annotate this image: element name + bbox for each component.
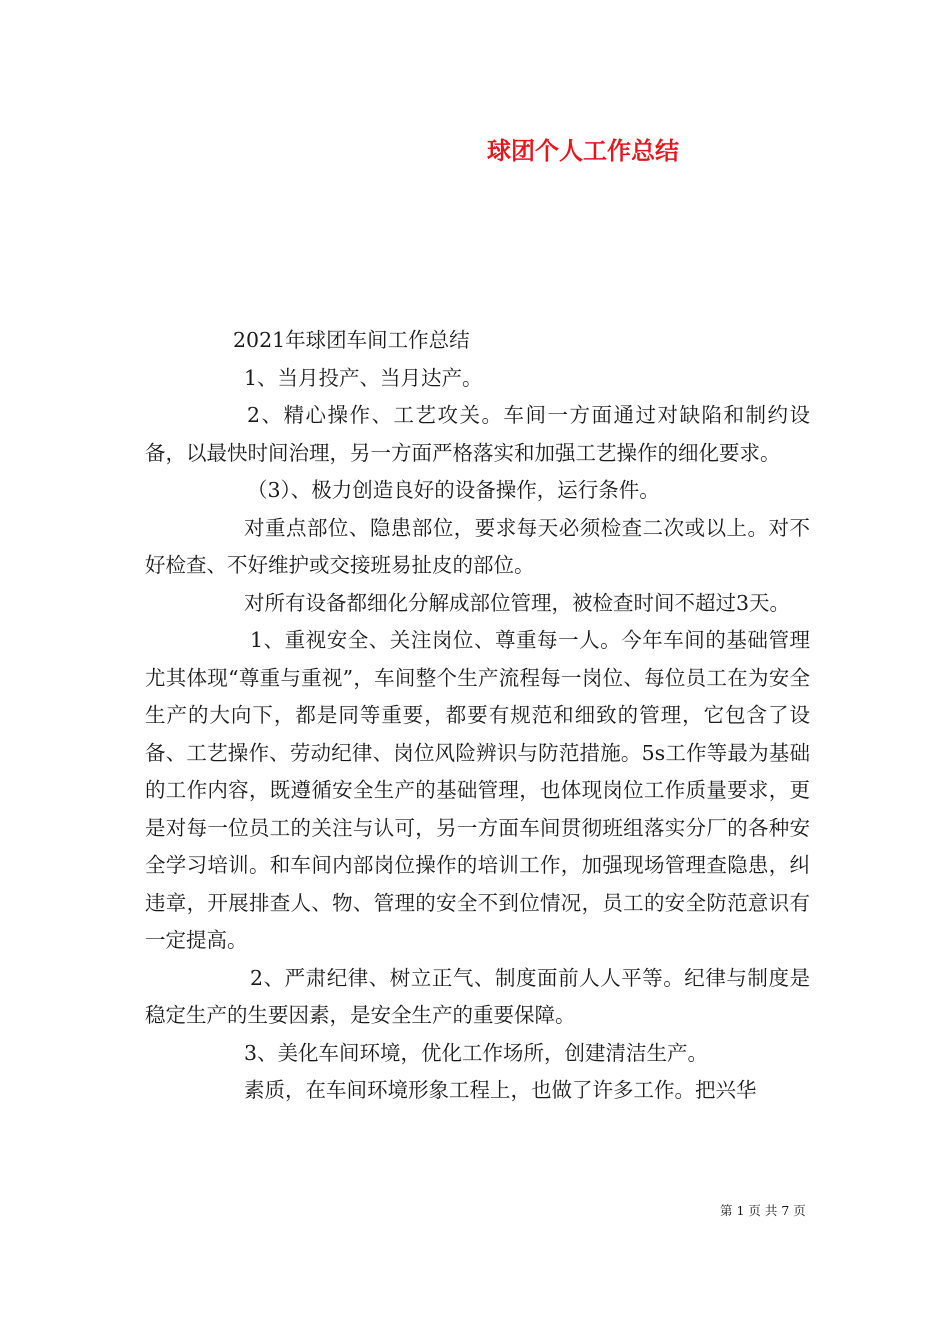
paragraph: （3）、极力创造良好的设备操作，运行条件。 — [247, 478, 660, 502]
paragraph: 对重点部位、隐患部位，要求每天必须检查二次或以上。对不好检查、不好维护或交接班易扯皮的部位。 — [145, 515, 810, 577]
paragraph: 1、重视安全、关注岗位、尊重每一人。今年车间的基础管理尤其体现“尊重与重视”，车间整个生产流程每一岗位、每位员工在为安全生产的大向下，都是同等重要，都要有规范和细致的管理，它包含了设备、工艺操作、劳动纪律、岗位风险辨识与防范措施。5s工作等最为基础的工作内容，既遵循安全生产的基础管理，也体现岗位工作质量要求，更是对每一位员工的关注与认可，另一方面车间贯彻班组落实分厂的各种安全学习培训。和车间内部岗位操作的培训工作，加强现场管理查隐患，纠违章，开展排查人、物、管理的安全不到位情况，员工的安全防范意识有一定提高。 — [145, 628, 810, 952]
paragraph: 2、精心操作、工艺攻关。车间一方面通过对缺陷和制约设备，以最快时间治理，另一方面严格落实和加强工艺操作的细化要求。 — [145, 403, 810, 465]
document-body — [145, 322, 810, 1110]
paragraph: 对所有设备都细化分解成部位管理，被检查时间不超过3天。 — [244, 590, 791, 615]
page-number: 第 1 页 共 7 页 — [720, 1203, 806, 1218]
paragraph: 2021年球团车间工作总结 — [233, 328, 470, 352]
paragraph: 1、当月投产、当月达产。 — [244, 365, 483, 390]
paragraph: 2、严肃纪律、树立正气、制度面前人人平等。纪律与制度是稳定生产的生要因素，是安全生产的重要保障。 — [145, 965, 810, 1027]
document-title: 球团个人工作总结 — [487, 137, 679, 165]
paragraph: 素质，在车间环境形象工程上，也做了许多工作。把兴华 — [244, 1078, 757, 1102]
paragraph: 3、美化车间环境，优化工作场所，创建清洁生产。 — [244, 1040, 709, 1065]
